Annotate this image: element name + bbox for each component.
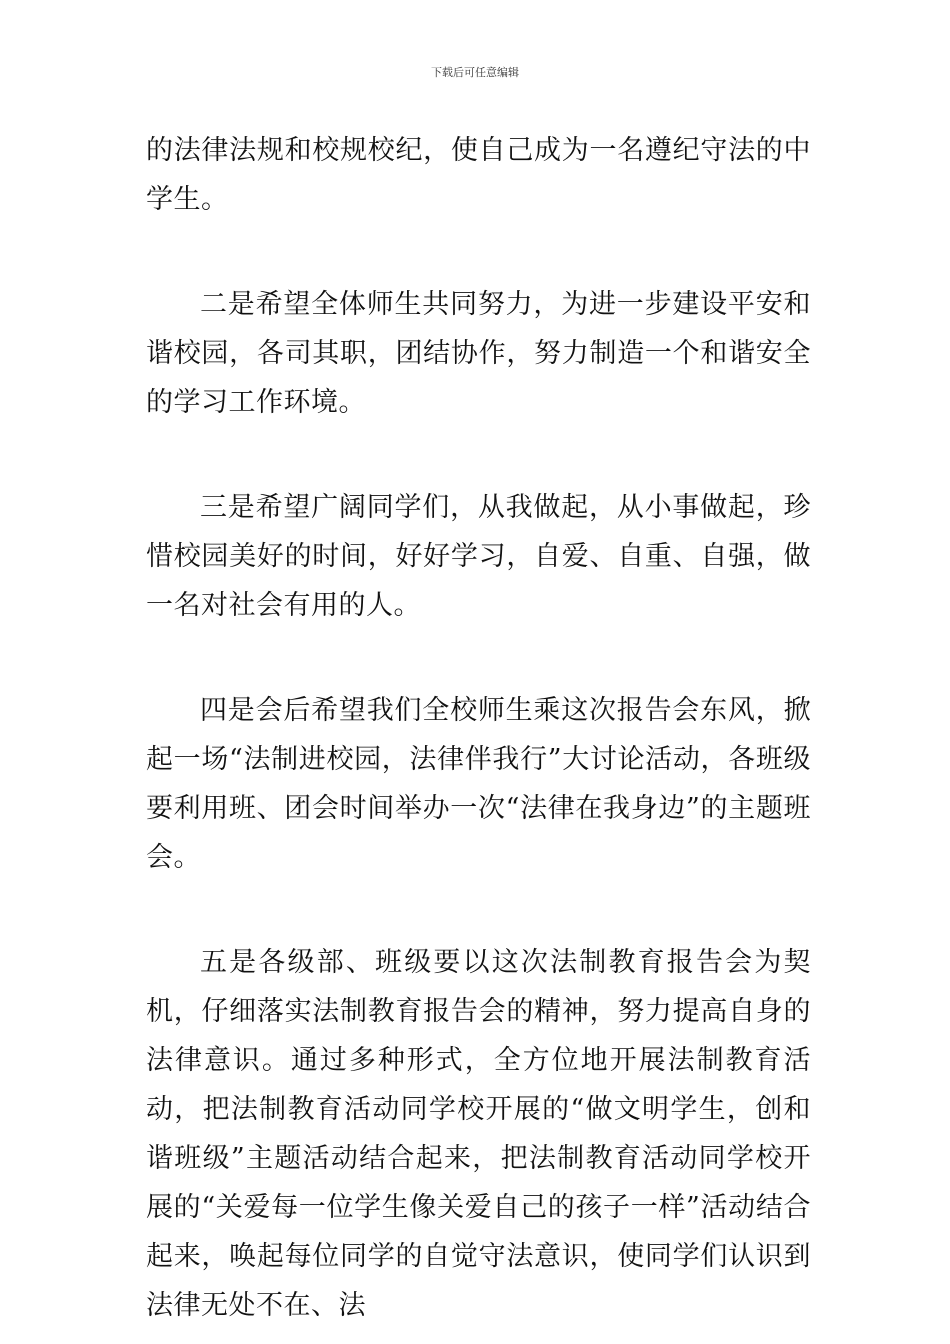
header-note: 下载后可任意编辑 (431, 66, 519, 79)
document-body (146, 126, 811, 1330)
paragraph-5: 五是各级部、班级要以这次法制教育报告会为契机，仔细落实法制教育报告会的精神，努力提高自身的法律意识。通过多种形式，全方位地开展法制教育活动，把法制教育活动同学校开展的“做文明学生，创和谐班级”主题活动结合起来，把法制教育活动同学校开展的“关爱每一位学生像关爱自己的孩子一样”活动结合起来，唤起每位同学的自觉守法意识，使同学们认识到法律无处不在、法 (146, 947, 811, 1321)
paragraph-1: 的法律法规和校规校纪，使自己成为一名遵纪守法的中学生。 (146, 135, 811, 215)
paragraph-4: 四是会后希望我们全校师生乘这次报告会东风，掀起一场“法制进校园，法律伴我行”大讨论活动，各班级要利用班、团会时间举办一次“法律在我身边”的主题班会。 (146, 695, 811, 873)
paragraph-3: 三是希望广阔同学们，从我做起，从小事做起，珍惜校园美好的时间，好好学习，自爱、自重、自强，做一名对社会有用的人。 (146, 492, 811, 621)
paragraph-2: 二是希望全体师生共同努力，为进一步建设平安和谐校园，各司其职，团结协作，努力制造一个和谐安全的学习工作环境。 (146, 289, 811, 418)
